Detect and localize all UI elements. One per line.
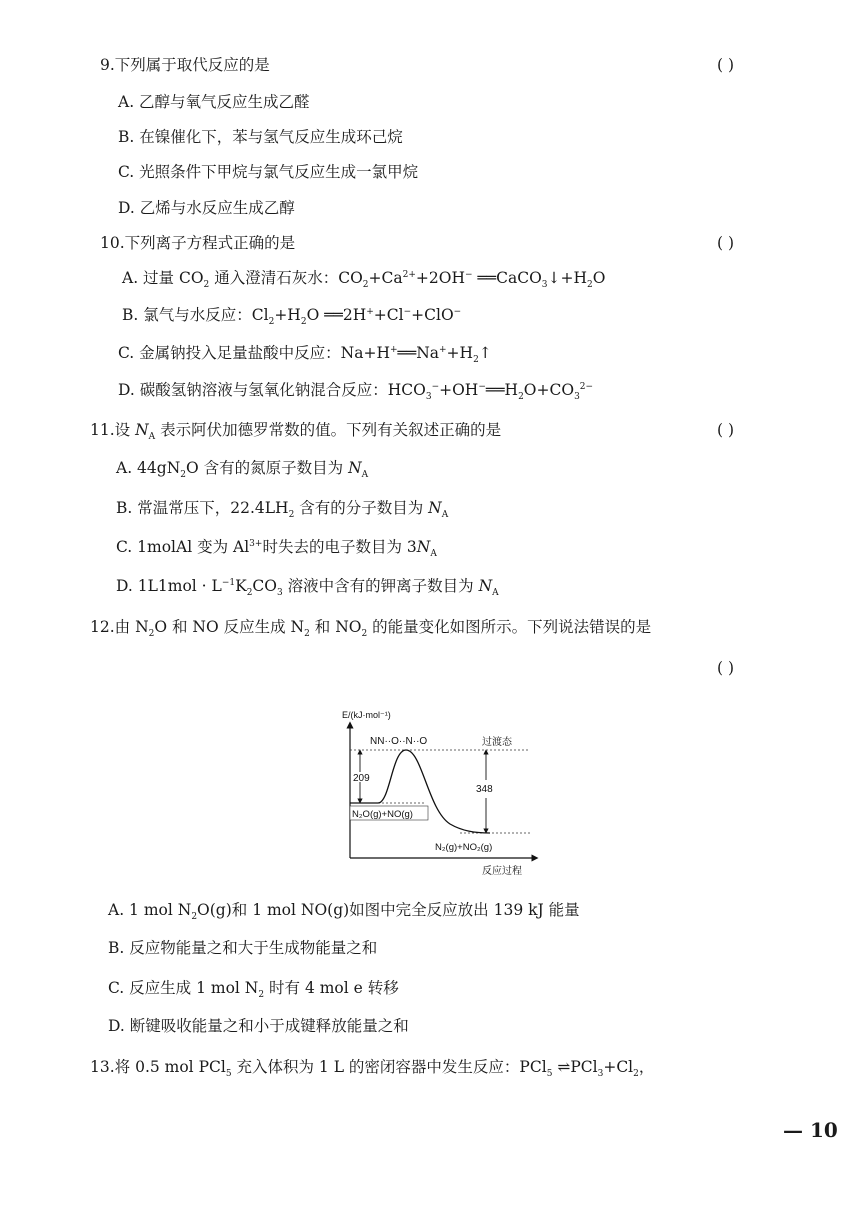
q10-option-a-text: A. 过量 CO — [122, 269, 204, 287]
q13-stem-prefix: 13.将 0.5 mol PCl — [90, 1058, 226, 1076]
ea-forward-value: 209 — [353, 773, 370, 784]
q10-option-d: D. 碳酸氢钠溶液与氢氧化钠混合反应：$HCO_3^-+OH^-══H_2O+CO_3^{2-}$ — [118, 381, 594, 403]
q11-option-c-text: C. 1molAl 变为 Al — [116, 538, 250, 556]
q10-answer-blank[interactable]: ( ) — [717, 234, 735, 252]
x-axis-label: 反应过程 — [482, 866, 522, 877]
y-axis-label: E/(kJ·mol⁻¹) — [342, 710, 391, 720]
energy-curve — [350, 750, 490, 833]
q13-stem-end: ， — [638, 1058, 655, 1076]
q11-option-b-text: B. 常温常压下，22.4LH — [116, 499, 289, 517]
q11-option-b-tail: 含有的分子数目为 — [294, 499, 429, 517]
q10-option-c: C. 金属钠投入足量盐酸中反应：$Na+H^+══Na^++H_2↑$ — [118, 344, 492, 366]
q12-option-a-mid: O(g)和 1 mol NO(g)如图中完全反应放出 139 kJ 能量 — [197, 901, 580, 919]
q12-answer-blank[interactable]: ( ) — [717, 659, 735, 677]
q12-stem-mid1: O 和 NO 反应生成 N — [154, 618, 305, 636]
q10-option-d-text: D. 碳酸氢钠溶液与氢氧化钠混合反应： — [118, 381, 388, 399]
q9-option-b: B. 在镍催化下，苯与氢气反应生成环己烷 — [118, 128, 403, 146]
q10-option-c-text: C. 金属钠投入足量盐酸中反应： — [118, 344, 341, 362]
q11-option-a: A. $44gN_2O$ 含有的氮原子数目为 $N_A$ — [116, 459, 369, 481]
transition-state-label: 过渡态 — [482, 737, 512, 748]
q12-option-c-text: C. 反应生成 1 mol N — [108, 979, 259, 997]
q11-option-a-tail: O 含有的氮原子数目为 — [186, 459, 349, 477]
q11-option-c: C. 1molAl 变为 $Al^{3+}$时失去的电子数目为 $3N_A$ — [116, 538, 437, 560]
q13-stem-tail: +Cl — [603, 1058, 634, 1076]
q9-option-c: C. 光照条件下甲烷与氯气反应生成一氯甲烷 — [118, 163, 419, 181]
q13-stem: 13.将 0.5 mol PCl$_5$ 充入体积为 1 L 的密闭容器中发生反应：PCl$_5$ $\rightleftharpoons PCl_3+Cl_2$， — [90, 1058, 655, 1080]
q10-option-a-mid: 通入澄清石灰水： — [209, 269, 339, 287]
q12-option-b: B. 反应物能量之和大于生成物能量之和 — [108, 939, 378, 957]
q11-option-d-text: D. 1L1mol · L — [116, 577, 222, 595]
q12-option-c-tail: 时有 4 mol e 转移 — [264, 979, 399, 997]
q12-stem-suffix: 的能量变化如图所示。下列说法错误的是 — [367, 618, 652, 636]
q9-option-d: D. 乙烯与水反应生成乙醇 — [118, 199, 295, 217]
q11-option-c-tail: 时失去的电子数目为 3 — [262, 538, 417, 556]
energy-profile-diagram — [330, 700, 550, 885]
q12-option-a: A. 1 mol $N_2O(g)$和 1 mol NO(g)如图中完全反应放出 139 kJ 能量 — [108, 901, 580, 923]
q11-option-b: B. 常温常压下，$22.4LH_2$ 含有的分子数目为 $N_A$ — [116, 499, 449, 521]
q13-stem-mid: 充入体积为 1 L 的密闭容器中发生反应：PCl — [231, 1058, 547, 1076]
q9-answer-blank[interactable]: ( ) — [717, 56, 735, 74]
q11-stem-prefix: 11.设 — [90, 421, 136, 439]
q10-stem: 10.下列离子方程式正确的是 — [100, 234, 296, 252]
q9-stem: 9.下列属于取代反应的是 — [100, 56, 270, 74]
q11-option-d: D. $1L1mol \cdot L^{-1}K_2CO_3$ 溶液中含有的钾离子数目为 $N_A$ — [116, 577, 499, 599]
q12-stem: 12.由 $N_2O$ 和 NO 反应生成 $N_2$ 和 $NO_2$ 的能量变化如图所示。下列说法错误的是 — [90, 618, 652, 640]
q10-option-a: A. 过量 $CO_2$ 通入澄清石灰水：$CO_2+Ca^{2+}+2OH^-$ $══CaCO_3↓+H_2O$ — [122, 269, 606, 291]
q11-stem-suffix: 表示阿伏加德罗常数的值。下列有关叙述正确的是 — [155, 421, 502, 439]
q12-option-c: C. 反应生成 1 mol $N_2$ 时有 4 mol e 转移 — [108, 979, 399, 1001]
reactants-label: N₂O(g)+NO(g) — [352, 809, 413, 820]
products-label: N₂(g)+NO₂(g) — [435, 842, 493, 853]
transition-structure: NN··O··N··O — [370, 736, 428, 747]
q10-option-b-text: B. 氯气与水反应： — [122, 306, 252, 324]
q12-option-a-text: A. 1 mol N — [108, 901, 192, 919]
page-number: — 10 — [783, 1118, 838, 1142]
q11-stem: 11.设 $N_A$ 表示阿伏加德罗常数的值。下列有关叙述正确的是 — [90, 421, 502, 443]
q12-stem-prefix: 12.由 N — [90, 618, 149, 636]
q11-option-d-tail: 溶液中含有的钾离子数目为 — [282, 577, 479, 595]
q9-option-a: A. 乙醇与氧气反应生成乙醛 — [118, 93, 310, 111]
ea-reverse-value: 348 — [476, 784, 493, 795]
q12-stem-mid2: 和 NO — [309, 618, 362, 636]
q10-option-b: B. 氯气与水反应：$Cl_2+H_2O$ ══2H++Cl−+ClO− — [122, 306, 462, 328]
q12-option-d: D. 断键吸收能量之和小于成键释放能量之和 — [108, 1017, 409, 1035]
q11-option-a-text: A. 44gN — [116, 459, 181, 477]
q13-stem-eq: PCl — [570, 1058, 598, 1076]
q11-answer-blank[interactable]: ( ) — [717, 421, 735, 439]
